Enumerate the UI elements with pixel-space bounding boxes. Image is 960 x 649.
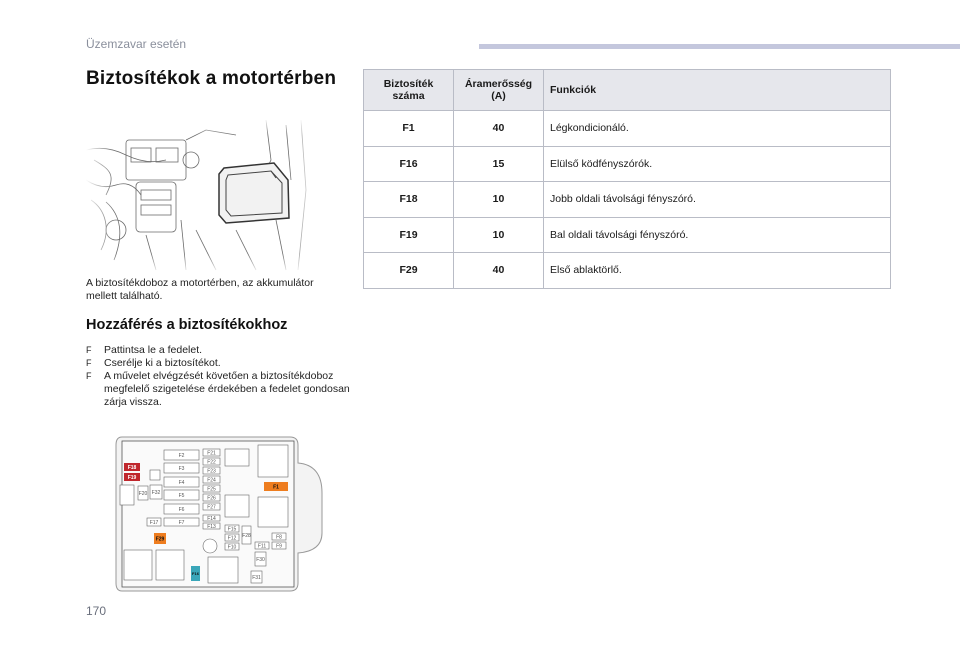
diagram-label: F3 <box>178 466 185 472</box>
page-title: Biztosítékok a motortérben <box>86 68 337 89</box>
amperage-cell: 15 <box>454 146 544 182</box>
fuse-number-cell: F1 <box>364 111 454 147</box>
diagram-label-highlight: F19 <box>127 475 137 481</box>
diagram-label: F32 <box>151 490 161 496</box>
diagram-label: F27 <box>207 504 216 511</box>
diagram-label: F26 <box>207 495 216 502</box>
diagram-label: F6 <box>178 507 185 513</box>
bullet-icon: F <box>86 371 92 381</box>
list-item <box>86 357 356 370</box>
photo-caption: A biztosítékdoboz a motortérben, az akkumulátor mellett található. <box>86 277 314 302</box>
diagram-label: F14 <box>207 516 216 522</box>
diagram-label: F23 <box>207 468 216 475</box>
diagram-label: F13 <box>207 524 216 530</box>
table-row <box>364 253 891 289</box>
fuse-box-diagram <box>112 433 332 596</box>
diagram-label: F24 <box>207 477 216 484</box>
diagram-label: F5 <box>178 493 185 499</box>
function-cell: Bal oldali távolsági fényszóró. <box>544 217 891 253</box>
column-header-amperage: Áramerősség (A) <box>454 70 544 111</box>
column-header-fuse-number: Biztosíték száma <box>364 70 454 111</box>
step-text: A művelet elvégzését követően a biztosítékdoboz megfelelő szigetelése érdekében a fedelet gondosan zárja vissza. <box>104 370 350 408</box>
diagram-label: F30 <box>256 557 265 563</box>
fuse-number-cell: F29 <box>364 253 454 289</box>
diagram-label: F10 <box>227 544 237 551</box>
table-row <box>364 217 891 253</box>
diagram-label: F17 <box>149 520 159 526</box>
diagram-label: F12 <box>227 535 237 542</box>
diagram-label-highlight: F18 <box>127 465 137 471</box>
page-number: 170 <box>86 604 107 618</box>
diagram-label: F9 <box>276 543 282 550</box>
diagram-label: F8 <box>276 534 282 541</box>
section-header: Üzemzavar esetén <box>86 37 187 51</box>
amperage-cell: 10 <box>454 217 544 253</box>
diagram-label: F22 <box>207 459 216 466</box>
section-title-access: Hozzáférés a biztosítékokhoz <box>86 317 288 333</box>
diagram-label: F11 <box>257 543 267 550</box>
access-steps-list <box>86 344 356 409</box>
list-item <box>86 370 356 409</box>
fuse-table <box>363 69 891 289</box>
step-text: Cserélje ki a biztosítékot. <box>104 357 221 369</box>
header-bar <box>479 44 960 49</box>
amperage-cell: 10 <box>454 182 544 218</box>
diagram-label-highlight: F16 <box>192 571 199 576</box>
diagram-label: F2 <box>178 453 185 459</box>
diagram-label: F7 <box>178 520 185 526</box>
bullet-icon: F <box>86 345 92 355</box>
diagram-label: F4 <box>178 480 185 486</box>
diagram-label: F31 <box>252 575 261 581</box>
diagram-label-highlight: F29 <box>155 536 165 543</box>
diagram-label: F21 <box>207 450 216 457</box>
bullet-icon: F <box>86 358 92 368</box>
diagram-label: F28 <box>242 533 251 539</box>
amperage-cell: 40 <box>454 111 544 147</box>
diagram-label: F15 <box>227 526 237 533</box>
step-text: Pattintsa le a fedelet. <box>104 344 203 356</box>
fuse-number-cell: F19 <box>364 217 454 253</box>
amperage-cell: 40 <box>454 253 544 289</box>
diagram-label: F25 <box>207 486 216 493</box>
table-header-row <box>364 70 891 111</box>
list-item <box>86 344 356 357</box>
diagram-label: F20 <box>138 491 148 497</box>
function-cell: Elülső ködfényszórók. <box>544 146 891 182</box>
table-row <box>364 182 891 218</box>
function-cell: Első ablaktörlő. <box>544 253 891 289</box>
fuse-number-cell: F16 <box>364 146 454 182</box>
fuse-number-cell: F18 <box>364 182 454 218</box>
function-cell: Jobb oldali távolsági fényszóró. <box>544 182 891 218</box>
diagram-label-highlight: F1 <box>273 484 279 491</box>
table-row <box>364 111 891 147</box>
function-cell: Légkondicionáló. <box>544 111 891 147</box>
column-header-functions: Funkciók <box>544 70 891 111</box>
engine-compartment-illustration <box>86 120 316 272</box>
table-row <box>364 146 891 182</box>
